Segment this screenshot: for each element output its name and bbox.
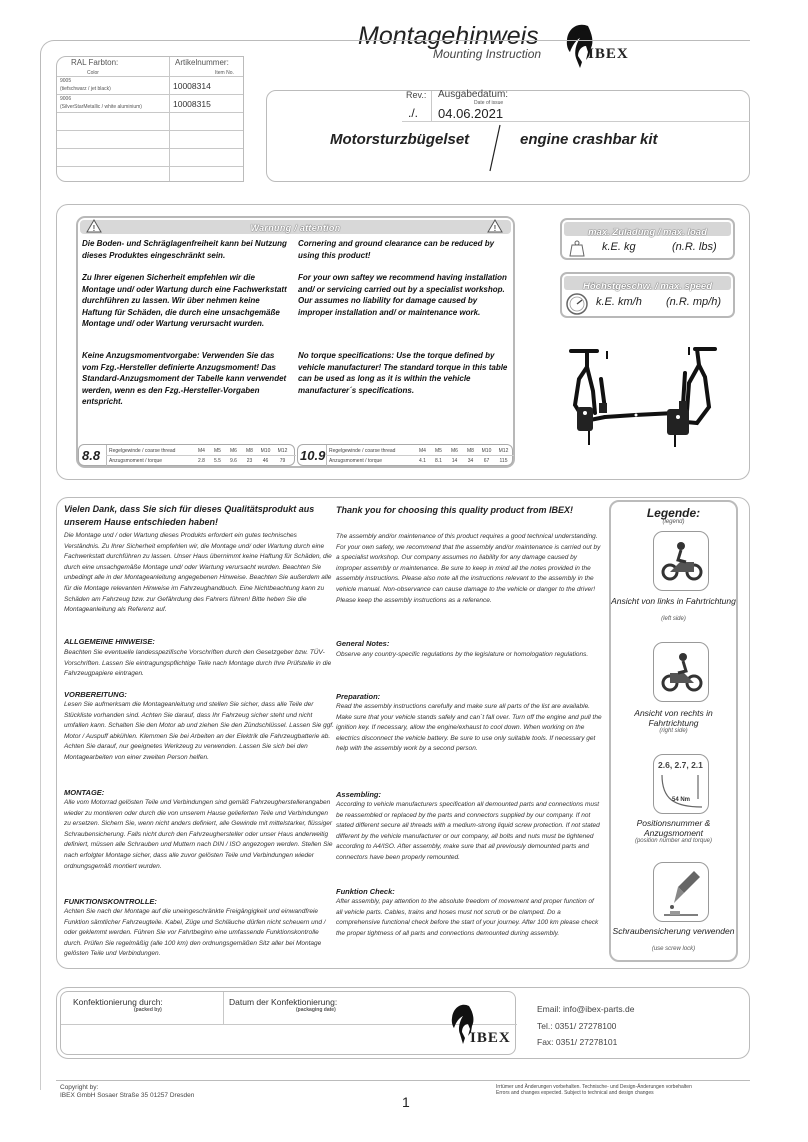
warning-de-paragraph: Zu Ihrer eigenen Sicherheit empfehlen wir die Montage und/ oder Wartung durch eine Fachwerkstatt durchführen zu lassen. Wir über nehmen keine Haftung für Schäden, die durch eine unsachgemäße Montage und/ oder Wartung verursacht wurden. — [82, 273, 287, 328]
info-de-func: Achten Sie nach der Montage auf die uneingeschränkte Freigängigkeit und einwandfreie Funktion sämtlicher Fahrzeugteile. Kabel, Züge und Schläuche dürfen nicht scheuern und / oder geklemmt werden. Führen Sie vor Fahrtbeginn eine umfassende Funktionskontrolle durch. Prüfen Sie regelmäßig (alle 100 km) den ordnungsgemäßen Sitz aller bei Montage gelösten Teile und Verbindungen. — [64, 908, 326, 958]
info-de-mount: Alle vom Motorrad gelösten Teile und Verbindungen sind gemäß Fahrzeugherstellerangaben wieder zu montieren oder durch die von unserem Hause gelieferten Teile und Verbindungen zu ersetzen. Sichern Sie, wenn nicht anders definiert, alle Gewinde mit mittelstarker, flüssiger Schraubensicherung. Falls nicht durch den Fahrzeughersteller oder unser Haus anderweitig definiert, müssen alle Schrauben und Muttern nach DIN / ISO angezogen werden. Stellen Sie nach erfolgter Montage sicher, dass alle zuvor gelösten Teile und Verbindungen wieder ordnungsgemäß montiert wurden. — [64, 799, 333, 870]
legend-sub: (right side) — [659, 728, 688, 734]
document-subtitle: Mounting Instruction — [433, 47, 542, 61]
legend-label: Schraubensicherung verwenden — [612, 926, 735, 936]
crashbar-illustration — [565, 343, 730, 458]
info-de-intro: Die Montage und / oder Wartung dieses Produkts erfordert ein gutes technisches Verständnis. Zu Ihrer Sicherheit empfehlen wir, die Montage und/ oder Wartung durch eine Fachwerkstatt durchführen zu lassen. Unser Haus übernimmt keine Haftung für Schäden, die durch eine unsachgemäße Montage und/ oder Wartung verursacht wurden. Beachten Sie unbedingt alle in der Montageanleitung angegebenen Hinweise. Beachten Sie außerdem alle für die Montage relevanten Hinweise im Fahrzeughandbuch. Eine Nichtbeachtung kann zu Schäden am Fahrzeug bzw. zur Gefährdung des Fahrers führen! Bitte heben Sie die Montageanleitung als Referenz auf. — [64, 532, 332, 614]
torque-value-text: 54 Nm — [672, 797, 691, 803]
torque-value: 5.5 — [214, 458, 221, 464]
info-en-assembly: According to vehicle manufacturers specification all demounted parts and connections must be reassembled or replaced by the parts and connectors supplied by our company. If not stated different secure all threads with a medium-strong liquid screw protection. If not stated different by the vehicle manufacturer or our company, all bolts and nuts must be tightened according to A4/ISO. After assembly, make sure that all previously demounted parts and connectors have been properly remounted. — [336, 801, 600, 861]
torque-value: 8.1 — [435, 458, 442, 464]
info-en-func: After assembly, pay attention to the absolute freedom of movement and proper function of all vehicle parts. Cables, trains and hoses must not scrub or be clamped. Do a comprehensive functional check before the start of your journey. After 100 km please check the proper tightness of all parts and connections demounted during assembly. — [336, 898, 599, 937]
disclaimer-en: Errors and changes expected. Subject to technical and design changes — [496, 1090, 654, 1096]
info-en-general: Observe any country-specific regulations by the legislature or homologation regulations. — [336, 651, 589, 658]
document-title: Montagehinweis — [358, 22, 539, 50]
product-separator — [488, 123, 502, 178]
article-table — [56, 56, 244, 182]
warning-triangle-icon — [86, 219, 102, 238]
torque-value: 79 — [279, 458, 286, 464]
torque-table-8-8 — [78, 444, 295, 466]
torque-value: 115 — [499, 458, 508, 464]
screw-lock-icon — [653, 862, 709, 922]
legend-label: Positionsnummer & Anzugsmoment — [636, 818, 711, 838]
product-name-de: Motorsturzbügelset — [330, 131, 470, 148]
info-de-prep-title: VORBEREITUNG: — [64, 690, 127, 699]
max-load-box — [560, 218, 735, 260]
torque-label: Anzugsmoment / torque — [109, 458, 163, 464]
ral-name: (SilverStarMetallic / white aluminium) — [60, 104, 142, 110]
ral-code: 9005 — [60, 78, 72, 84]
torque-value: 23 — [246, 458, 253, 464]
header-brand: IBEX — [588, 46, 629, 62]
art-sub: Item No. — [215, 70, 234, 76]
packed-by-label: Konfektionierung durch: — [73, 997, 163, 1007]
info-de-general-title: ALLGEMEINE HINWEISE: — [64, 637, 155, 646]
footer-rule — [56, 1080, 750, 1081]
ral-label: RAL Farbton: — [71, 58, 119, 67]
warning-title: Warnung / attention — [250, 223, 341, 233]
thread-size: M12 — [277, 448, 288, 454]
packaging-date-label: Datum der Konfektionierung: — [229, 997, 338, 1007]
thread-size: M4 — [419, 448, 426, 454]
thread-size: M5 — [435, 448, 442, 454]
item-number: 10008315 — [173, 99, 211, 109]
ral-code: 9006 — [60, 96, 72, 102]
warning-en-paragraph: Cornering and ground clearance can be reduced by using this product! — [298, 239, 495, 260]
legend-title: Legende: — [646, 506, 701, 520]
legend-subtitle: (legend) — [662, 519, 685, 525]
torque-value: 14 — [451, 458, 458, 464]
legend-sub: (use screw lock) — [651, 946, 696, 952]
torque-grade: 10.9 — [300, 448, 326, 463]
contact-phone: Tel.: 0351/ 27278100 — [537, 1021, 617, 1031]
torque-value: 67 — [483, 458, 490, 464]
info-de-heading: Vielen Dank, dass Sie sich für dieses Qualitätsprodukt aus unserem Hause entschieden haben! — [64, 504, 315, 527]
max-load-lbs: (n.R. lbs) — [672, 241, 717, 253]
packaging-date-sub: (packaging date) — [296, 1007, 336, 1013]
thread-size: M12 — [498, 448, 509, 454]
art-label: Artikelnummer: — [175, 58, 229, 67]
max-speed-title: Höchstgeschw. / max. speed — [583, 281, 712, 292]
thread-label: Regelgewinde / coarse thread — [329, 448, 396, 454]
legend-sub: (position number and torque) — [634, 838, 713, 844]
contact-email[interactable]: Email: info@ibex-parts.de — [537, 1004, 635, 1014]
thread-size: M10 — [260, 448, 271, 454]
speedometer-icon — [565, 292, 589, 321]
thread-size: M8 — [246, 448, 253, 454]
torque-value: 46 — [262, 458, 269, 464]
warning-title-bar — [80, 220, 511, 234]
torque-value: 9.6 — [230, 458, 237, 464]
info-de-general: Beachten Sie eventuelle landesspezifische Vorschriften durch den Gesetzgeber bzw. TÜV-Vorschriften. Lassen Sie eintragungspflichtige Teile nach Montage durch Ihre Prüfstelle in die Fahrzeugpapiere eintragen. — [64, 649, 332, 678]
thread-size: M10 — [481, 448, 492, 454]
max-load-kg: k.E. kg — [602, 241, 636, 253]
date-label: Ausgabedatum: — [438, 89, 509, 100]
info-de-prep: Lesen Sie aufmerksam die Montageanleitung und stellen Sie sicher, dass alle Teile der Stückliste vorhanden sind. Achten Sie darauf, dass Ihr Fahrzeug sicher steht und nicht umfallen kann. Schalten Sie den Motor ab und ziehen Sie den Zündschlüssel. Lassen Sie ggf. Motor / Auspuff abkühlen. Klemmen Sie bei Arbeiten an der Elektrik die Fahrzeugbatterie ab. Achten Sie darauf, nur geeignetes Werkzeug zu verwenden. Lassen Sie sich bei den Montagearbeiten von einer zweiten Person helfen. — [64, 701, 334, 761]
info-de-mount-title: MONTAGE: — [64, 788, 105, 797]
copyright-label: Copyright by: — [60, 1084, 99, 1091]
disclaimer-de: Irrtümer und Änderungen vorbehalten. Technische- und Design-Änderungen vorbehalten — [496, 1084, 692, 1090]
page-number: 1 — [402, 1094, 410, 1110]
thread-label: Regelgewinde / coarse thread — [109, 448, 176, 454]
max-speed-mph: (n.R. mp/h) — [666, 296, 722, 308]
thread-size: M8 — [467, 448, 474, 454]
ral-sub: Color — [87, 70, 99, 76]
svg-text:!: ! — [92, 224, 96, 233]
info-en-prep-title: Preparation: — [336, 692, 381, 701]
position-number-text: 2.6, 2.7, 2.1 — [658, 760, 703, 770]
info-en-intro: The assembly and/or maintenance of this product requires a good technical understanding. For your own safety, we recommend that the assembly and/or maintenance is carried out by a specialist workshop. Our company assumes no liability for any damage caused by improper assembly or maintenance. Be sure to keep in mind all the notes provided in the assembly instructions. Please also note all the instructions relevant to the assembly in the vehicle manual. Non-observance can cause damage to the vehicle or danger to the driver! Please keep the assembly instructions as a reference. — [336, 533, 601, 604]
torque-grade: 8.8 — [82, 448, 101, 463]
rider-right-view-icon — [653, 642, 709, 702]
thread-size: M6 — [451, 448, 458, 454]
max-load-title: max. Zuladung / max. load — [588, 227, 707, 238]
torque-table-10-9 — [297, 444, 513, 466]
thread-size: M6 — [230, 448, 237, 454]
page-left-rule — [40, 190, 41, 1090]
info-en-prep: Read the assembly instructions carefully and make sure all parts of the list are available. Make sure that your vehicle stands safely and can´t fall over. Turn off the engine and pull the ignition key. If necessary, allow the engine/exhaust to cool down. When working on the electrics disconnect the vehicle battery. Be sure to use only suitable tools. If necessary get help with the assembly work by a second person. — [336, 703, 602, 753]
info-en-heading: Thank you for choosing this quality product from IBEX! — [336, 505, 574, 515]
svg-text:!: ! — [493, 224, 497, 233]
rev-value: ./. — [408, 106, 419, 120]
date-value: 04.06.2021 — [438, 106, 504, 121]
date-sub: Date of issue — [474, 100, 504, 106]
max-speed-kmh: k.E. km/h — [596, 296, 642, 308]
product-name-en: engine crashbar kit — [520, 131, 658, 148]
thread-size: M4 — [198, 448, 205, 454]
legend-label: Ansicht von links in Fahrtrichtung — [611, 596, 736, 606]
weight-icon — [568, 239, 586, 262]
thread-size: M5 — [214, 448, 221, 454]
copyright-address: IBEX GmbH Sosaer Straße 35 01257 Dresden — [60, 1092, 195, 1099]
warning-de-paragraph: Keine Anzugsmomentvorgabe: Verwenden Sie das vom Fzg.-Hersteller definierte Anzugsmoment! Das Standard-Anzugsmoment der Tabelle kann verwendet werden, wenn es den Fzg.-Hersteller-Vorgaben entspricht. — [82, 351, 287, 406]
rev-label: Rev.: — [406, 90, 427, 100]
torque-value: 2.8 — [198, 458, 205, 464]
info-de-func-title: FUNKTIONSKONTROLLE: — [64, 897, 157, 906]
contact-fax: Fax: 0351/ 27278101 — [537, 1037, 618, 1047]
item-number: 10008314 — [173, 81, 211, 91]
ral-name: (tiefschwarz / jet black) — [60, 86, 111, 92]
footer-brand: IBEX — [470, 1030, 511, 1046]
info-en-assembly-title: Assembling: — [336, 790, 382, 799]
legend-sub: (left side) — [661, 616, 686, 622]
position-torque-icon — [653, 754, 709, 814]
rider-left-view-icon — [653, 531, 709, 591]
torque-value: 4.1 — [419, 458, 426, 464]
legend-label: Ansicht von rechts in Fahrtrichtung — [634, 708, 713, 728]
packed-by-sub: (packed by) — [134, 1007, 162, 1013]
info-en-func-title: Funktion Check: — [336, 887, 395, 896]
info-en-general-title: General Notes: — [336, 639, 390, 648]
warning-en-paragraph: No torque specifications: Use the torque defined by vehicle manufacturer! The standard torque in this table can be used as long as it is within the vehicle manufacturer´s specifications. — [298, 351, 508, 395]
torque-value: 34 — [467, 458, 474, 464]
warning-de-paragraph: Die Boden- und Schräglagenfreiheit kann bei Nutzung dieses Produktes eingeschränkt sein. — [82, 239, 287, 260]
torque-label: Anzugsmoment / torque — [329, 458, 383, 464]
max-speed-box — [560, 272, 735, 318]
warning-triangle-icon — [487, 219, 503, 238]
warning-en-paragraph: For your own saftey we recommend having installation and/ or servicing carried out by a specialist workshop. Our assumes no liability for damage caused by improper installation and/ or maintenance work. — [298, 273, 507, 317]
